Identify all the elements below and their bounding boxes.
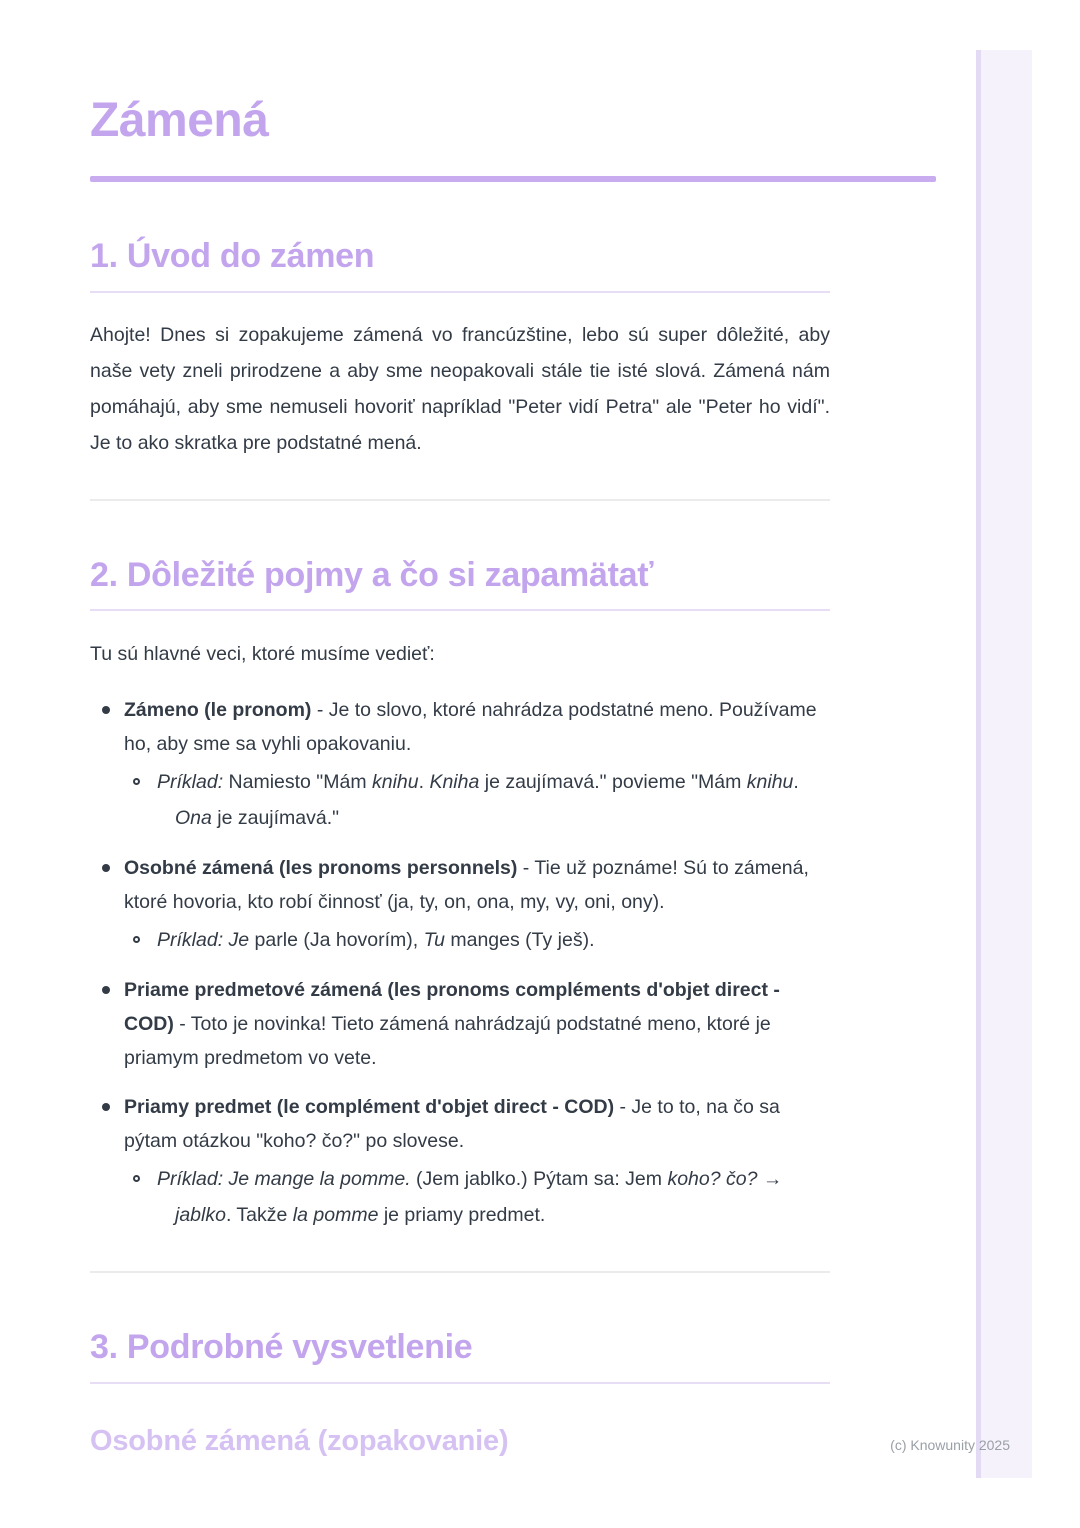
concept-list bbox=[90, 693, 830, 1233]
page-title: Zámená bbox=[90, 94, 269, 147]
heading-underline bbox=[90, 291, 830, 293]
section-heading-detail: 3. Podrobné vysvetlenie bbox=[90, 1328, 473, 1367]
sub-list-item: Príklad: Je mange la pomme. (Jem jablko.) Pýtam sa: Jem koho? čo? → jablko. Takže la pomme je priamy predmet. bbox=[124, 1161, 830, 1233]
circle-icon bbox=[133, 936, 140, 943]
bullet-icon bbox=[102, 1103, 110, 1111]
list-item-text: Osobné zámená (les pronoms personnels) - Tie už poznáme! Sú to zámená, ktoré hovoria, kto robí činnosť (ja, ty, on, ona, my, vy, oni, ony). bbox=[124, 857, 809, 914]
concepts-lead: Tu sú hlavné veci, ktoré musíme vedieť: bbox=[90, 643, 435, 666]
intro-paragraph: Ahojte! Dnes si zopakujeme zámená vo francúzštine, lebo sú super dôležité, aby naše vety zneli prirodzene a aby sme neopakovali stále tie isté slová. Zámená nám pomáhajú, aby sme nemuseli hovoriť napríklad "Peter vidí Petra" ale "Peter ho vidí". Je to ako skratka pre podstatné mená. bbox=[90, 323, 830, 454]
list-item bbox=[90, 851, 830, 958]
bullet-icon bbox=[102, 864, 110, 872]
section-divider bbox=[90, 499, 830, 501]
bullet-icon bbox=[102, 986, 110, 994]
side-stripe-decoration bbox=[976, 50, 1032, 1478]
sub-list bbox=[124, 764, 830, 836]
heading-underline bbox=[90, 1382, 830, 1384]
section-heading-intro: 1. Úvod do zámen bbox=[90, 236, 375, 275]
circle-icon bbox=[133, 778, 140, 785]
list-item bbox=[90, 1090, 830, 1233]
sub-list-item: Príklad: Namiesto "Mám knihu. Kniha je zaujímavá." povieme "Mám knihu. Ona je zaujímavá." bbox=[124, 764, 830, 836]
copyright-footer: (c) Knowunity 2025 bbox=[890, 1437, 1010, 1453]
bullet-icon bbox=[102, 706, 110, 714]
title-rule bbox=[90, 176, 936, 182]
sub-list bbox=[124, 922, 830, 958]
sub-list-item: Príklad: Je parle (Ja hovorím), Tu manges (Ty ješ). bbox=[124, 922, 830, 958]
circle-icon bbox=[133, 1175, 140, 1182]
section-heading-concepts: 2. Dôležité pojmy a čo si zapamätať bbox=[90, 555, 654, 594]
list-item-text: Priamy predmet (le complément d'objet direct - COD) - Je to to, na čo sa pýtam otázkou "koho? čo?" po slovese. bbox=[124, 1096, 780, 1153]
list-item bbox=[90, 693, 830, 836]
page-content bbox=[90, 0, 830, 1459]
detail-subheading: Osobné zámená (zopakovanie) bbox=[90, 1425, 509, 1458]
list-item bbox=[90, 973, 830, 1075]
section-divider bbox=[90, 1271, 830, 1273]
sub-list bbox=[124, 1161, 830, 1233]
list-item-text: Priame predmetové zámená (les pronoms compléments d'objet direct - COD) - Toto je novinka! Tieto zámená nahrádzajú podstatné meno, ktoré je priamym predmetom vo vete. bbox=[124, 979, 780, 1070]
heading-underline bbox=[90, 609, 830, 611]
list-item-text: Zámeno (le pronom) - Je to slovo, ktoré nahrádza podstatné meno. Používame ho, aby sme sa vyhli opakovaniu. bbox=[124, 699, 817, 756]
